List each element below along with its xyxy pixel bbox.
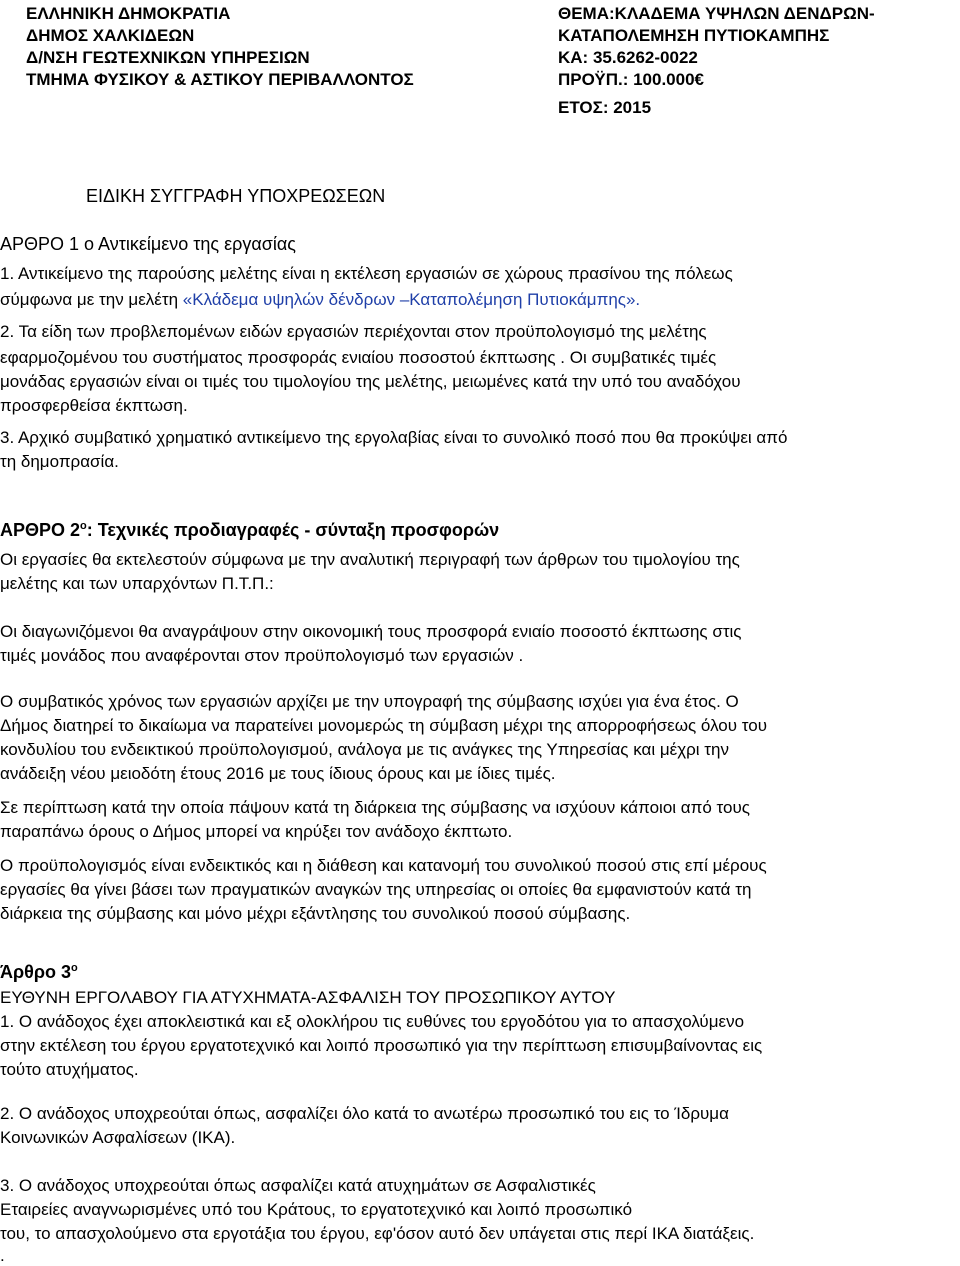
paragraph-line: κονδυλίου του ενδεικτικού προϋπολογισμού, ανάλογα με τις ανάγκες της Υπηρεσίας και μέχρι την: [0, 740, 729, 759]
paragraph-line: 3. Ο ανάδοχος υποχρεούται όπως ασφαλίζει κατά ατυχημάτων σε Ασφαλιστικές: [0, 1176, 596, 1195]
paragraph-line: τη δημοπρασία.: [0, 452, 119, 471]
header-right-line: ΘΕΜΑ:ΚΛΑΔΕΜΑ ΥΨΗΛΩΝ ΔΕΝΔΡΩΝ-: [558, 4, 875, 23]
paragraph-line: τιμές μονάδος που αναφέρονται στον προϋπολογισμό των εργασιών .: [0, 646, 524, 665]
paragraph-line: Ο προϋπολογισμός είναι ενδεικτικός και η διάθεση και κατανομή του συνολικού ποσού στις επί μέρους: [0, 856, 767, 875]
paragraph-line: 3. Αρχικό συμβατικό χρηματικό αντικείμενο της εργολαβίας είναι το συνολικό ποσό που θα προκύψει από: [0, 428, 788, 447]
paragraph-line: Οι διαγωνιζόμενοι θα αναγράψουν στην οικονομική τους προσφορά ενιαίο ποσοστό έκπτωσης στις: [0, 622, 742, 641]
paragraph-line: .: [0, 1246, 5, 1265]
paragraph-line: 1. Ο ανάδοχος έχει αποκλειστικά και εξ ολοκλήρου τις ευθύνες του εργοδότου για το απασχολύμενο: [0, 1012, 745, 1031]
header-right-line: ΚΑ: 35.6262-0022: [558, 48, 698, 67]
paragraph-line: μελέτης και των υπαρχόντων Π.Τ.Π.:: [0, 574, 274, 593]
paragraph-line: τούτο ατυχήματος.: [0, 1060, 139, 1079]
header-left-line: ΕΛΛΗΝΙΚΗ ΔΗΜΟΚΡΑΤΙΑ: [26, 4, 231, 23]
paragraph-line: Κοινωνικών Ασφαλίσεων (ΙΚΑ).: [0, 1128, 236, 1147]
paragraph-line: μονάδας εργασιών είναι οι τιμές του τιμολογίου της μελέτης, μειωμένες κατά την υπό του αναδόχου: [0, 372, 741, 391]
article-3-subheading: ΕΥΘΥΝΗ ΕΡΓΟΛΑΒΟΥ ΓΙΑ ΑΤΥΧΗΜΑΤΑ-ΑΣΦΑΛΙΣΗ ΤΟΥ ΠΡΟΣΩΠΙΚΟΥ ΑΥΤΟΥ: [0, 988, 616, 1007]
article-3-heading-label: Άρθρο 3: [0, 962, 72, 982]
header-left-line: Δ/ΝΣΗ ΓΕΩΤΕΧΝΙΚΩΝ ΥΠΗΡΕΣΙΩΝ: [26, 48, 310, 67]
paragraph-line: Σε περίπτωση κατά την οποία πάψουν κατά τη διάρκεια της σύμβασης να ισχύουν κάποιοι από τους: [0, 798, 750, 817]
paragraph-line: Ο συμβατικός χρόνος των εργασιών αρχίζει με την υπογραφή της σύμβασης ισχύει για ένα έτος. Ο: [0, 692, 739, 711]
header-right-line: ΚΑΤΑΠΟΛΕΜΗΣΗ ΠΥΤΙΟΚΑΜΠΗΣ: [558, 26, 830, 45]
paragraph-text: σύμφωνα με την μελέτη: [0, 290, 183, 309]
paragraph-line: 2. Ο ανάδοχος υποχρεούται όπως, ασφαλίζει όλο κατά το ανωτέρω προσωπικό του εις το Ίδρυμα: [0, 1104, 729, 1123]
header-left-line: ΤΜΗΜΑ ΦΥΣΙΚΟΥ & ΑΣΤΙΚΟΥ ΠΕΡΙΒΑΛΛΟΝΤΟΣ: [26, 70, 414, 89]
project-title-quote: «Κλάδεμα υψηλών δένδρων –Καταπολέμηση Πυτιοκάμπης».: [182, 290, 641, 309]
paragraph-line: [0, 290, 640, 310]
article-1-heading: ΑΡΘΡΟ 1 ο Αντικείμενο της εργασίας: [0, 234, 296, 254]
header-right-line: ΕΤΟΣ: 2015: [558, 98, 652, 117]
paragraph-line: Εταιρείες αναγνωρισμένες υπό του Κράτους, το εργατοτεχνικό και λοιπό προσωπικό: [0, 1200, 633, 1219]
paragraph-line: διάρκεια της σύμβασης και μόνο μέχρι εξάντλησης του συνολικού ποσού σύμβασης.: [0, 904, 631, 923]
paragraph-line: 2. Τα είδη των προβλεπομένων ειδών εργασιών περιέχονται στον προϋπολογισμό της μελέτης: [0, 322, 707, 341]
header-left-line: ΔΗΜΟΣ ΧΑΛΚΙΔΕΩΝ: [26, 26, 195, 45]
paragraph-line: εφαρμοζομένου του συστήματος προσφοράς ενιαίου ποσοστού έκπτωσης . Οι συμβατικές τιμές: [0, 348, 717, 367]
article-2-heading-sup: ο: [80, 520, 87, 532]
paragraph-line: 1. Αντικείμενο της παρούσης μελέτης είναι η εκτέλεση εργασιών σε χώρους πρασίνου της πόλεως: [0, 264, 733, 283]
paragraph-line: παραπάνω όρους ο Δήμος μπορεί να κηρύξει τον ανάδοχο έκπτωτο.: [0, 822, 513, 841]
paragraph-line: προσφερθείσα έκπτωση.: [0, 396, 188, 415]
paragraph-line: του, το απασχολούμενο στα εργοτάξια του έργου, εφ'όσον αυτό δεν υπάγεται στις περί ΙΚΑ διατάξεις.: [0, 1224, 755, 1243]
paragraph-line: εργασίες θα γίνει βάσει των πραγματικών αναγκών της υπηρεσίας οι οποίες θα εμφανιστούν κατά τη: [0, 880, 752, 899]
header-right-line: ΠΡΟΫΠ.: 100.000€: [558, 70, 704, 89]
paragraph-line: Δήμος διατηρεί το δικαίωμα να παρατείνει μονομερώς τη σύμβαση μέχρι της απορροφήσεως όλου του: [0, 716, 768, 735]
article-2-heading-label: ΑΡΘΡΟ 2: [0, 520, 81, 540]
paragraph-line: Οι εργασίες θα εκτελεστούν σύμφωνα με την αναλυτική περιγραφή των άρθρων του τιμολογίου της: [0, 550, 740, 569]
paragraph-line: ανάδειξη νέου μειοδότη έτους 2016 με τους ίδιους όρους και με ίδιες τιμές.: [0, 764, 556, 783]
article-3-heading-sup: ο: [71, 962, 78, 974]
paragraph-line: στην εκτέλεση του έργου εργατοτεχνικό και λοιπό προσωπικό για την περίπτωση επισυμβαίνοντας εις: [0, 1036, 763, 1055]
article-2-heading: [0, 520, 499, 541]
article-3-heading: [0, 962, 78, 983]
article-2-heading-title: : Τεχνικές προδιαγραφές - σύνταξη προσφορών: [86, 520, 500, 540]
page-title: ΕΙΔΙΚΗ ΣΥΓΓΡΑΦΗ ΥΠΟΧΡΕΩΣΕΩΝ: [86, 186, 386, 206]
